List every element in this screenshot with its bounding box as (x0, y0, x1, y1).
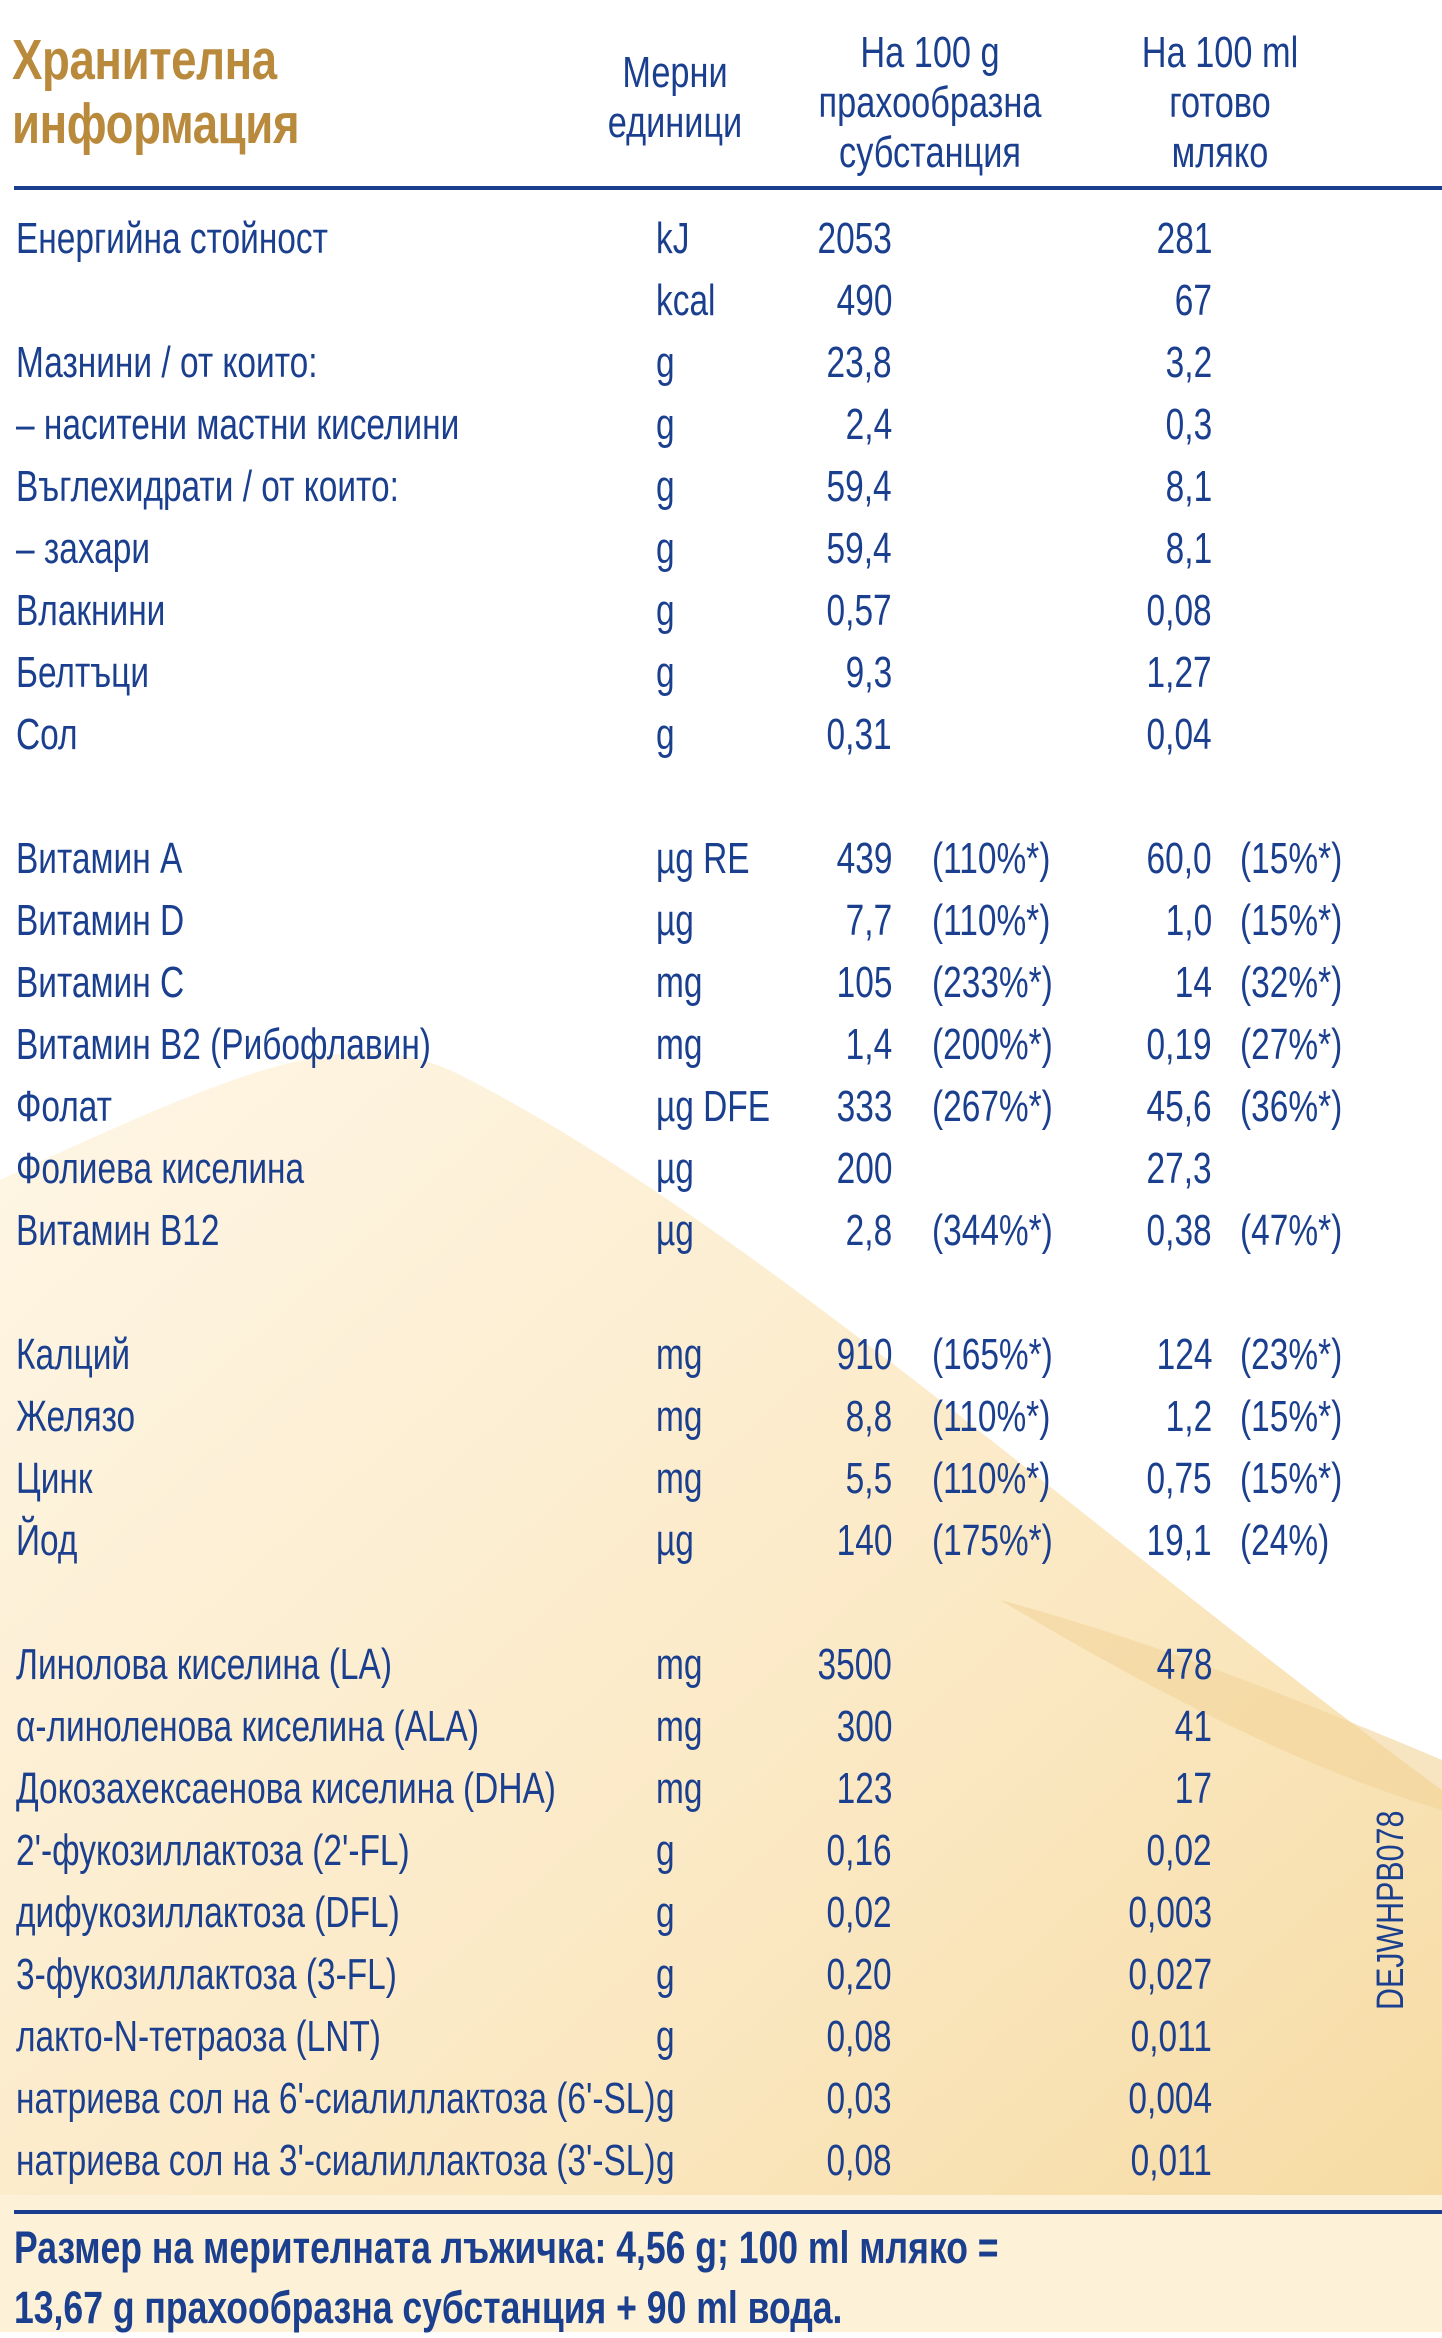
row-per-100ml: 8,1 (1165, 462, 1212, 511)
row-name: натриева сол на 3'-сиалиллактоза (3'-SL) (16, 2136, 656, 2185)
table-row (0, 828, 1442, 890)
row-per-100ml: 19,1 (1146, 1516, 1212, 1565)
row-name: 3-фукозиллактоза (3-FL) (16, 1950, 397, 1999)
table-row (0, 2006, 1442, 2068)
row-unit: g (656, 2074, 675, 2123)
row-per-100ml: 1,27 (1146, 648, 1212, 697)
row-pct-100g: (267%*) (932, 1082, 1053, 1131)
row-per-100ml: 0,011 (1130, 2012, 1212, 2061)
table-row (0, 580, 1442, 642)
row-unit: kcal (656, 276, 716, 325)
row-per-100g: 105 (836, 958, 892, 1007)
row-unit: kJ (656, 214, 690, 263)
row-unit: mg (656, 1454, 703, 1503)
row-per-100g: 1,4 (845, 1020, 892, 1069)
row-name: Цинк (16, 1454, 93, 1503)
row-unit: g (656, 462, 675, 511)
row-pct-100ml: (32%*) (1240, 958, 1343, 1007)
row-per-100g: 0,08 (826, 2012, 892, 2061)
row-pct-100g: (110%*) (932, 1392, 1051, 1441)
row-per-100g: 0,20 (826, 1950, 892, 1999)
row-name: лакто-N-тетраоза (LNT) (16, 2012, 381, 2061)
row-per-100ml: 0,19 (1146, 1020, 1212, 1069)
scoop-info (14, 2218, 999, 2338)
table-row (0, 394, 1442, 456)
row-name: Мазнини / от които: (16, 338, 318, 387)
row-per-100ml: 1,2 (1165, 1392, 1212, 1441)
row-name: α-линоленова киселина (ALA) (16, 1702, 479, 1751)
row-per-100g: 7,7 (845, 896, 892, 945)
table-row (0, 1076, 1442, 1138)
row-per-100ml: 45,6 (1146, 1082, 1212, 1131)
table-row (0, 642, 1442, 704)
per-100ml-heading: На 100 ml готово мляко (1141, 28, 1299, 177)
row-unit: g (656, 524, 675, 573)
row-per-100ml: 281 (1156, 214, 1212, 263)
row-unit: µg DFE (656, 1082, 771, 1131)
scoop-info-line-1: Размер на мерителната лъжичка: 4,56 g; 100 ml мляко = (14, 2222, 999, 2273)
units-heading: Мерни единици (607, 48, 743, 147)
row-pct-100g: (200%*) (932, 1020, 1053, 1069)
row-name: – захари (16, 524, 151, 573)
row-name: Йод (16, 1516, 78, 1565)
row-per-100g: 490 (836, 276, 892, 325)
row-pct-100ml: (15%*) (1240, 1392, 1343, 1441)
row-name: 2'-фукозиллактоза (2'-FL) (16, 1826, 410, 1875)
row-per-100ml: 27,3 (1146, 1144, 1212, 1193)
table-row (0, 1448, 1442, 1510)
row-name: натриева сол на 6'-сиалиллактоза (6'-SL) (16, 2074, 656, 2123)
row-per-100g: 910 (836, 1330, 892, 1379)
row-per-100ml: 0,38 (1146, 1206, 1212, 1255)
table-row (0, 2068, 1442, 2130)
row-per-100ml: 14 (1174, 958, 1212, 1007)
table-row (0, 1758, 1442, 1820)
row-per-100ml: 67 (1174, 276, 1212, 325)
row-per-100g: 200 (836, 1144, 892, 1193)
row-per-100ml: 0,3 (1165, 400, 1212, 449)
row-per-100ml: 0,08 (1146, 586, 1212, 635)
row-unit: g (656, 400, 675, 449)
row-per-100ml: 1,0 (1165, 896, 1212, 945)
row-name: Енергийна стойност (16, 214, 328, 263)
row-per-100g: 5,5 (845, 1454, 892, 1503)
row-name: Белтъци (16, 648, 149, 697)
row-unit: g (656, 2012, 675, 2061)
table-row (0, 1200, 1442, 1262)
row-unit: mg (656, 1640, 703, 1689)
row-pct-100ml: (36%*) (1240, 1082, 1343, 1131)
row-unit: mg (656, 1330, 703, 1379)
row-name: Въглехидрати / от които: (16, 462, 399, 511)
row-per-100g: 3500 (817, 1640, 892, 1689)
table-row (0, 1944, 1442, 2006)
row-per-100ml: 17 (1174, 1764, 1212, 1813)
row-name: Калций (16, 1330, 131, 1379)
row-pct-100g: (110%*) (932, 896, 1051, 945)
row-per-100g: 140 (836, 1516, 892, 1565)
row-unit: mg (656, 1020, 703, 1069)
title-line-2: информация (12, 92, 300, 156)
page-title (12, 28, 299, 156)
row-unit: g (656, 710, 675, 759)
table-row (0, 208, 1442, 270)
row-pct-100ml: (47%*) (1240, 1206, 1343, 1255)
row-pct-100ml: (15%*) (1240, 834, 1343, 883)
row-pct-100g: (175%*) (932, 1516, 1053, 1565)
per-100g-heading: На 100 g прахообразна субстанция (818, 28, 1042, 177)
row-unit: mg (656, 958, 703, 1007)
table-row (0, 890, 1442, 952)
row-per-100ml: 0,027 (1128, 1950, 1212, 1999)
row-unit: g (656, 1888, 675, 1937)
row-name: Докозахексаенова киселина (DHA) (16, 1764, 556, 1813)
row-per-100g: 0,03 (826, 2074, 892, 2123)
row-per-100ml: 0,75 (1146, 1454, 1212, 1503)
row-name: Сол (16, 710, 78, 759)
table-row (0, 1324, 1442, 1386)
row-per-100g: 439 (836, 834, 892, 883)
product-code: DEJWHPB078 (1370, 1810, 1412, 2010)
row-name: Желязо (16, 1392, 136, 1441)
row-per-100ml: 60,0 (1146, 834, 1212, 883)
row-unit: µg (656, 896, 694, 945)
row-per-100g: 123 (836, 1764, 892, 1813)
row-name: Витамин C (16, 958, 185, 1007)
row-per-100g: 2,8 (845, 1206, 892, 1255)
row-unit: g (656, 2136, 675, 2185)
table-row (0, 332, 1442, 394)
row-per-100g: 59,4 (826, 524, 892, 573)
row-unit: g (656, 1950, 675, 1999)
row-unit: µg RE (656, 834, 750, 883)
row-unit: g (656, 1826, 675, 1875)
row-name: Витамин D (16, 896, 185, 945)
row-pct-100g: (233%*) (932, 958, 1053, 1007)
row-pct-100g: (110%*) (932, 1454, 1051, 1503)
row-name: Витамин A (16, 834, 183, 883)
row-per-100g: 2,4 (845, 400, 892, 449)
row-pct-100ml: (24%) (1240, 1516, 1330, 1565)
row-name: – наситени мастни киселини (16, 400, 460, 449)
row-per-100g: 9,3 (845, 648, 892, 697)
row-per-100g: 0,57 (826, 586, 892, 635)
table-row (0, 1014, 1442, 1076)
row-name: Фолат (16, 1082, 112, 1131)
row-unit: g (656, 338, 675, 387)
row-name: Линолова киселина (LA) (16, 1640, 392, 1689)
row-per-100g: 2053 (817, 214, 892, 263)
row-pct-100g: (165%*) (932, 1330, 1053, 1379)
row-per-100g: 333 (836, 1082, 892, 1131)
row-per-100ml: 0,02 (1146, 1826, 1212, 1875)
row-pct-100ml: (15%*) (1240, 896, 1343, 945)
row-per-100ml: 0,003 (1128, 1888, 1212, 1937)
row-unit: g (656, 586, 675, 635)
table-row (0, 1820, 1442, 1882)
row-per-100g: 8,8 (845, 1392, 892, 1441)
row-pct-100g: (344%*) (932, 1206, 1053, 1255)
row-per-100ml: 0,004 (1128, 2074, 1212, 2123)
row-name: Фолиева киселина (16, 1144, 305, 1193)
row-unit: µg (656, 1206, 694, 1255)
scoop-info-line-2: 13,67 g прахообразна субстанция + 90 ml вода. (14, 2282, 843, 2333)
row-per-100ml: 478 (1156, 1640, 1212, 1689)
table-row (0, 270, 1442, 332)
table-row (0, 1696, 1442, 1758)
row-pct-100g: (110%*) (932, 834, 1051, 883)
row-pct-100ml: (15%*) (1240, 1454, 1343, 1503)
row-per-100g: 0,02 (826, 1888, 892, 1937)
row-per-100ml: 8,1 (1165, 524, 1212, 573)
table-row (0, 1634, 1442, 1696)
row-per-100g: 23,8 (826, 338, 892, 387)
row-per-100g: 0,31 (826, 710, 892, 759)
row-per-100ml: 3,2 (1165, 338, 1212, 387)
table-row (0, 1510, 1442, 1572)
row-per-100ml: 0,04 (1146, 710, 1212, 759)
row-unit: mg (656, 1764, 703, 1813)
row-per-100ml: 124 (1156, 1330, 1212, 1379)
row-unit: µg (656, 1144, 694, 1193)
table-row (0, 2130, 1442, 2192)
row-unit: g (656, 648, 675, 697)
row-pct-100ml: (27%*) (1240, 1020, 1343, 1069)
header-divider (14, 186, 1442, 190)
row-name: дифукозиллактоза (DFL) (16, 1888, 400, 1937)
row-per-100ml: 0,011 (1130, 2136, 1212, 2185)
table-row (0, 518, 1442, 580)
table-row (0, 1386, 1442, 1448)
row-per-100g: 0,16 (826, 1826, 892, 1875)
row-per-100g: 59,4 (826, 462, 892, 511)
row-name: Витамин B12 (16, 1206, 220, 1255)
row-per-100g: 300 (836, 1702, 892, 1751)
row-unit: mg (656, 1702, 703, 1751)
row-name: Влакнини (16, 586, 166, 635)
table-row (0, 952, 1442, 1014)
table-row (0, 456, 1442, 518)
row-unit: mg (656, 1392, 703, 1441)
row-name: Витамин B2 (Рибофлавин) (16, 1020, 431, 1069)
title-line-1: Хранителна (12, 28, 277, 92)
table-row (0, 1138, 1442, 1200)
row-pct-100ml: (23%*) (1240, 1330, 1343, 1379)
footer-divider (14, 2210, 1442, 2214)
row-per-100g: 0,08 (826, 2136, 892, 2185)
row-unit: µg (656, 1516, 694, 1565)
table-row (0, 1882, 1442, 1944)
row-per-100ml: 41 (1174, 1702, 1212, 1751)
table-row (0, 704, 1442, 766)
